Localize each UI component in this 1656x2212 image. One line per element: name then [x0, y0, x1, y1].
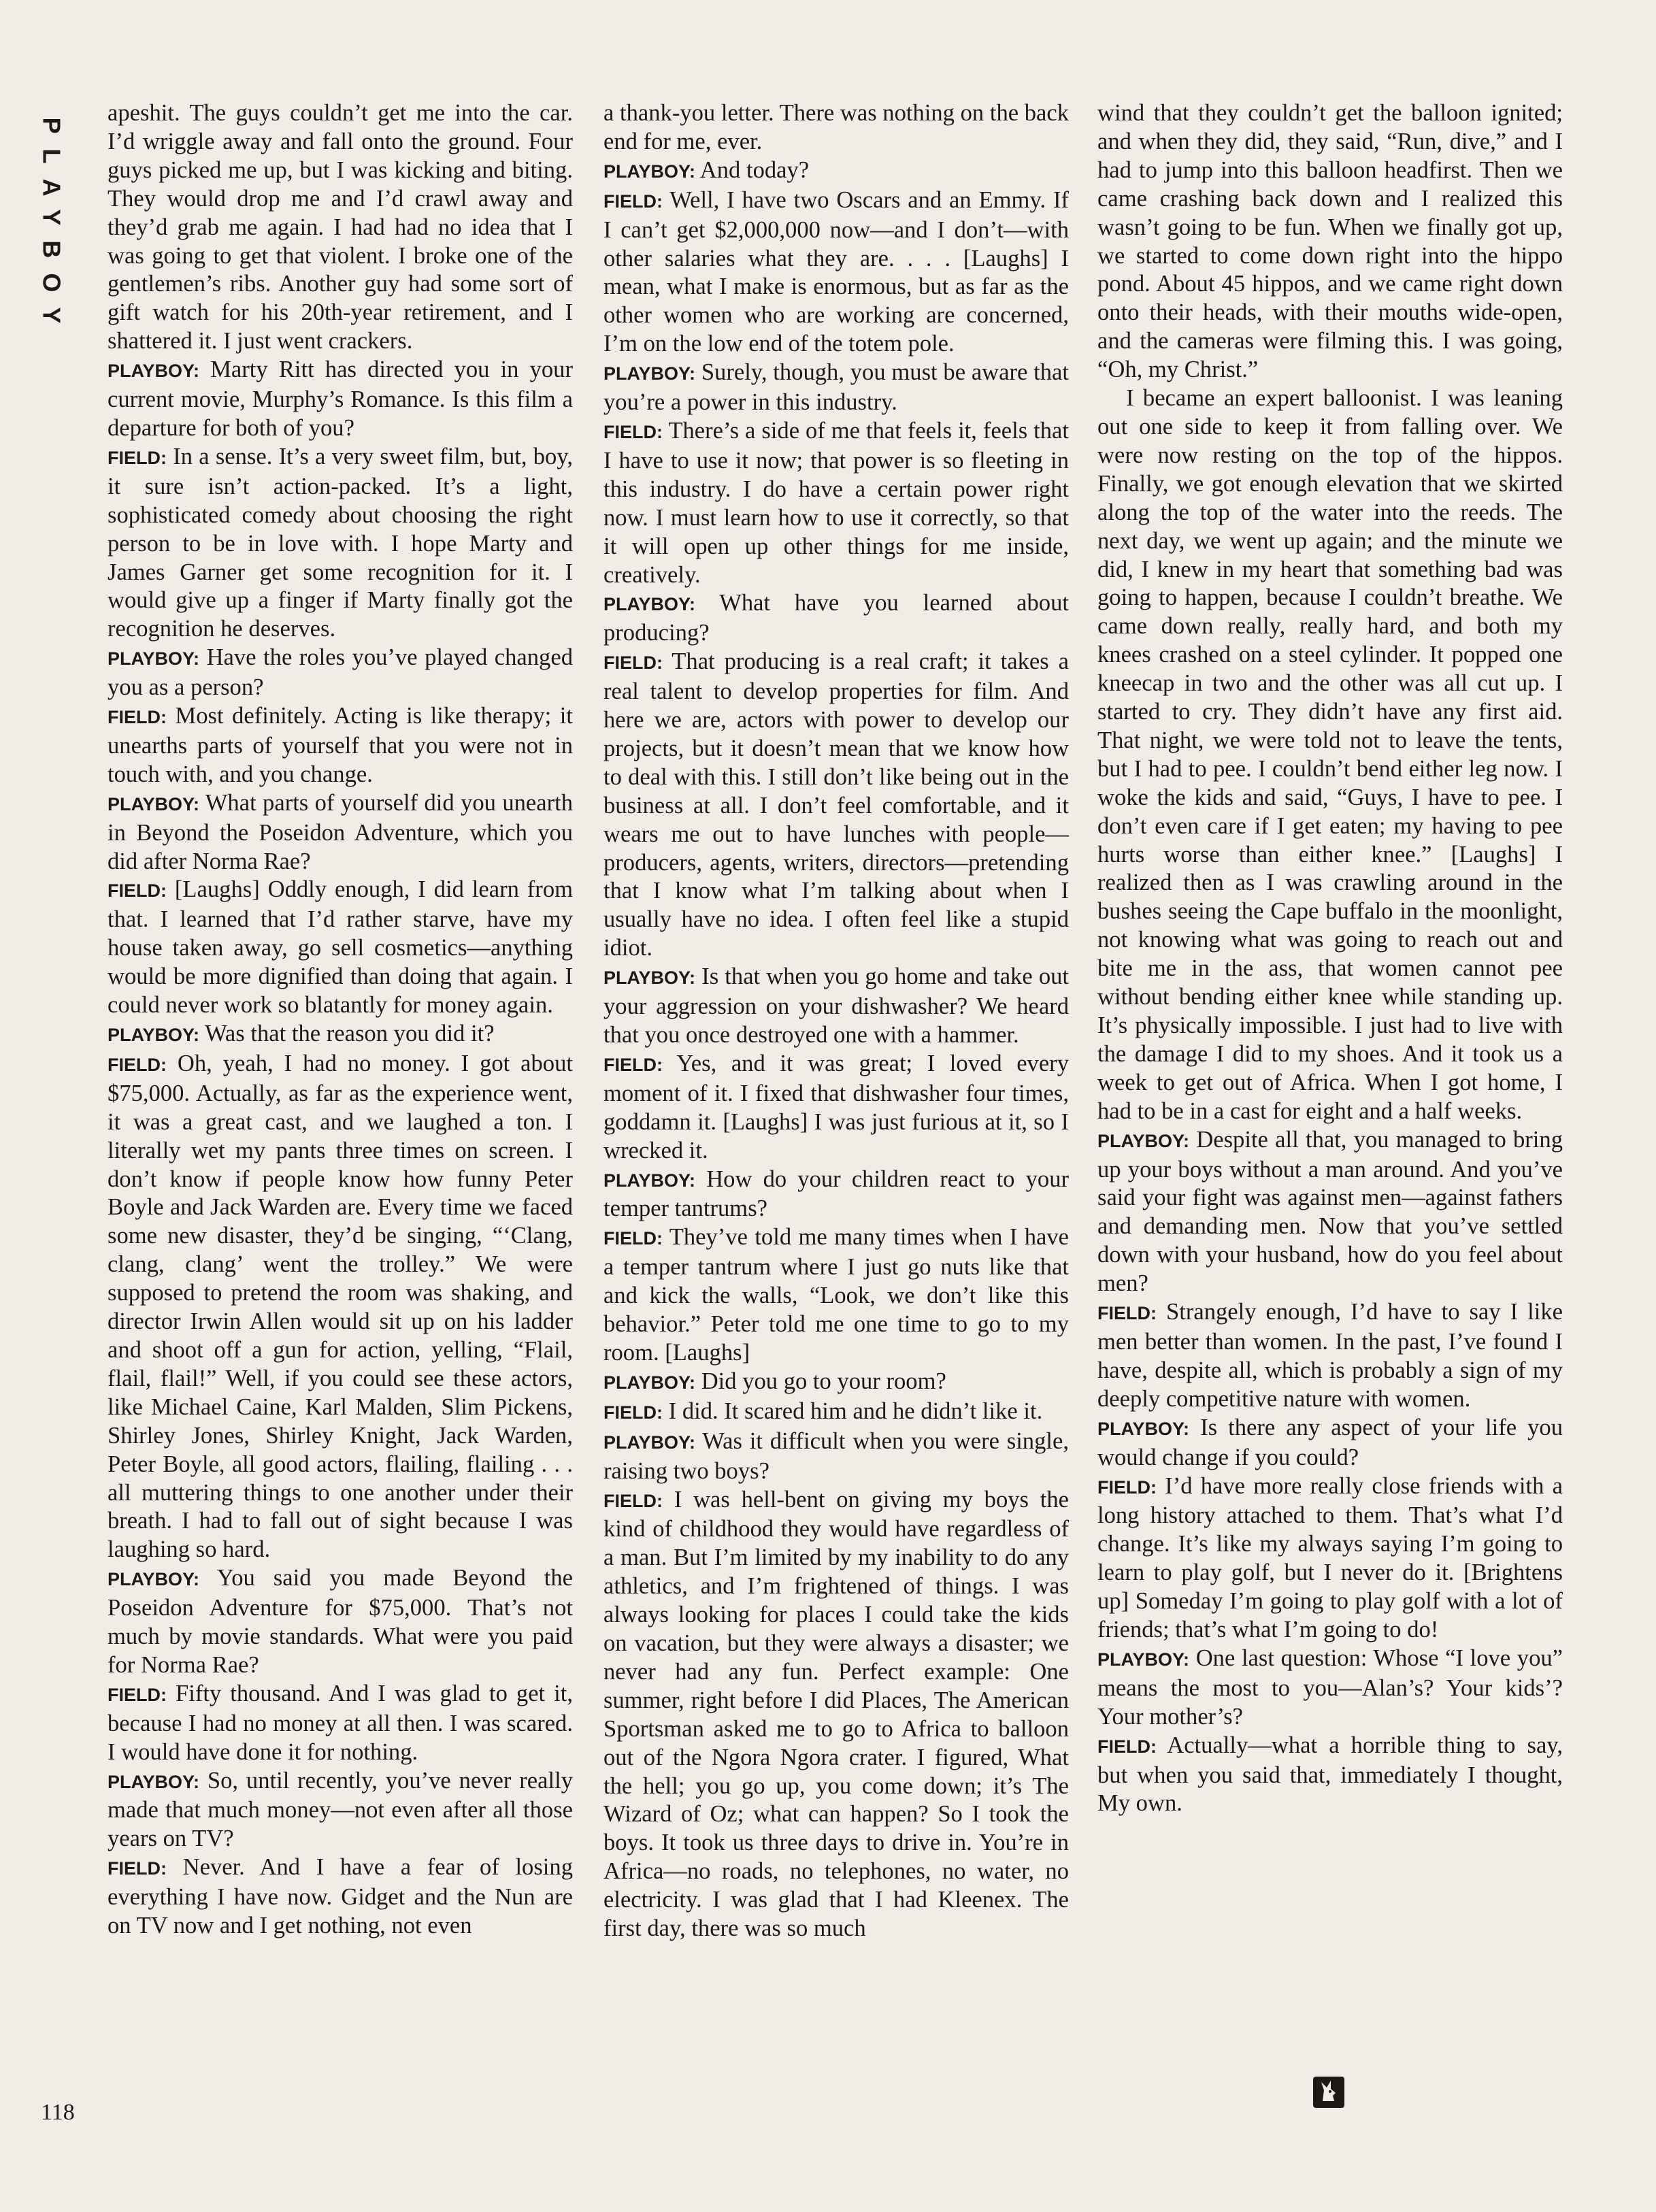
paragraph	[1097, 1472, 1563, 1645]
paragraph-text: I was hell-bent on giving my boys the kind of childhood they would have regardless of a man. But I’m limited by my inability to do any athletics, and I’m frightened of things. I was always looking for places I could take the kids on vacation, but they were always a disaster; we never had any fun. Perfect example: One summer, right before I did Places, The American Sportsman asked me to go to Africa to balloon out of the Ngora Ngora crater. I figured, What the hell; you go up, you come down; it’s The Wizard of Oz; what can happen? So I took the boys. It took us three days to drive in. You’re in Africa—no roads, no telephones, no water, no electricity. I was glad that I had Kleenex. The first day, there was so much	[603, 1486, 1069, 1942]
paragraph	[1097, 1732, 1563, 1819]
speaker-label: FIELD:	[107, 447, 167, 468]
paragraph-text: Never. And I have a fear of losing everything I have now. Gidget and the Nun are on TV now and I get nothing, not even	[107, 1854, 573, 1939]
paragraph-text: You said you made Beyond the Poseidon Adventure for $75,000. That’s not much by movie standards. What were you paid for Norma Rae?	[107, 1565, 573, 1678]
speaker-label: FIELD:	[107, 1054, 167, 1075]
paragraph-text: wind that they couldn’t get the balloon ignited; and when they did, they said, “Run, dive,” and I had to jump into this balloon headfirst. Then we came crashing back down and I realized this wasn’t going to be fun. When we finally got up, we started to come down right into the hippo pond. About 45 hippos, and we came right down onto their heads, with their mouths wide-open, and the cameras were filming this. I was going, “Oh, my Christ.”	[1097, 100, 1563, 383]
speaker-label: FIELD:	[603, 421, 663, 442]
paragraph	[1097, 1414, 1563, 1472]
speaker-label: PLAYBOY:	[603, 161, 696, 182]
paragraph-text: Surely, though, you must be aware that you’re a power in this industry.	[603, 359, 1069, 416]
text-column-3	[1097, 99, 1563, 1818]
paragraph-text: Oh, yeah, I had no money. I got about $75,000. Actually, as far as the experience went, it was a great cast, and we laughed a ton. I literally wet my pants three times on screen. I don’t know if people know how funny Peter Boyle and Jack Warden are. Every time we faced some new disaster, they’d be singing, “‘Clang, clang, clang’ went the trolley.” We were supposed to pretend the room was shaking, and director Irwin Allen would sit up on his ladder and shoot off a gun for action, yelling, “Flail, flail, flail!” Well, if you could see these actors, like Michael Caine, Karl Malden, Slim Pickens, Shirley Jones, Shirley Knight, Jack Warden, Peter Boyle, all good actors, flailing, flailing . . . all muttering things to one another under their breath. I had to fall out of sight because I was laughing so hard.	[107, 1050, 573, 1563]
paragraph-text: Despite all that, you managed to bring up your boys without a man around. And you’ve said your fight was against men—against fathers and demanding men. Now that you’ve settled down with your husband, how do you feel about men?	[1097, 1126, 1563, 1297]
paragraph-text: I did. It scared him and he didn’t like it.	[668, 1398, 1043, 1424]
text-column-2	[603, 99, 1069, 1943]
paragraph	[1097, 1298, 1563, 1414]
paragraph-text: a thank-you letter. There was nothing on the back end for me, ever.	[603, 100, 1069, 154]
paragraph-text: Strangely enough, I’d have to say I like men better than women. In the past, I’ve found I have, despite all, which is probably a sign of my deeply competitive nature with women.	[1097, 1299, 1563, 1412]
speaker-label: PLAYBOY:	[603, 594, 696, 615]
paragraph	[603, 1368, 1069, 1398]
paragraph	[603, 417, 1069, 589]
paragraph-text: I became an expert balloonist. I was leaning out one side to keep it from falling over. We were now resting on the top of the hippos. Finally, we got enough elevation that we skirted along the top of the water into the reeds. The next day, we went up again; and the minute we did, I knew in my heart that something bad was going to happen, because I couldn’t breathe. We came down really, really hard, and both my knees crashed on a steel cylinder. It popped one kneecap in two and the other was all cut up. I started to cry. They didn’t have any first aid. That night, we were told not to leave the tents, but I had to pee. I couldn’t bend either leg now. I woke the kids and said, “Guys, I have to pee. I don’t even care if I get eaten; my having to pee hurts worse than either knee.” [Laughs] I realized then as I was crawling around in the bushes seeing the Cape buffalo in the moonlight, not knowing what was going to reach out and bite me in the ass, that women cannot pee without bending either knee while standing up. It’s physically impossible. I just had to live with the damage I did to my shoes. And it took us a week to get out of Africa. When I got home, I had to be in a cast for eight and a half weeks.	[1097, 385, 1563, 1124]
paragraph	[107, 443, 573, 644]
paragraph	[107, 1050, 573, 1564]
speaker-label: FIELD:	[1097, 1736, 1157, 1757]
speaker-label: FIELD:	[603, 191, 663, 212]
paragraph	[603, 963, 1069, 1050]
page-number: 118	[41, 2100, 75, 2125]
paragraph-text: Actually—what a horrible thing to say, but when you said that, immediately I thought, My own.	[1097, 1732, 1563, 1817]
speaker-label: FIELD:	[603, 653, 663, 674]
paragraph	[107, 876, 573, 1020]
paragraph	[107, 789, 573, 876]
paragraph	[107, 356, 573, 443]
paragraph-text: Is that when you go home and take out your aggression on your dishwasher? We heard that you once destroyed one with a hammer.	[603, 963, 1070, 1048]
speaker-label: PLAYBOY:	[107, 1025, 200, 1045]
paragraph	[603, 589, 1069, 648]
speaker-label: PLAYBOY:	[107, 361, 200, 382]
paragraph-text: How do your children react to your temper tantrums?	[603, 1166, 1069, 1222]
paragraph-text: Well, I have two Oscars and an Emmy. If I can’t get $2,000,000 now—and I don’t—with other salaries what they are. . . . [Laughs] I mean, what I make is enormous, but as far as the other women who are working are concerned, I’m on the low end of the totem pole.	[603, 186, 1070, 357]
speaker-label: PLAYBOY:	[603, 1432, 696, 1453]
paragraph	[107, 1020, 573, 1050]
speaker-label: PLAYBOY:	[107, 1569, 200, 1590]
paragraph	[1097, 1645, 1563, 1732]
paragraph	[1097, 384, 1563, 1126]
paragraph	[603, 648, 1069, 963]
paragraph-text: Was it difficult when you were single, raising two boys?	[603, 1427, 1069, 1484]
paragraph-text: Was that the reason you did it?	[205, 1021, 495, 1046]
speaker-label: FIELD:	[603, 1402, 663, 1423]
paragraph-text: apeshit. The guys couldn’t get me into the car. I’d wriggle away and fall onto the ground. Four guys picked me up, but I was kicking and biting. They would drop me and I’d crawl away and they’d grab me again. I had had no idea that I was going to get that violent. I broke one of the gentlemen’s ribs. Another guy had some sort of gift watch for his 20th-year retirement, and I shattered it. I just went crackers.	[107, 100, 573, 354]
paragraph-text: I’d have more really close friends with a long history attached to them. That’s what I’d change. It’s like my always saying I’m going to learn to play golf, but I never do it. [Brightens up] Someday I’m going to play golf with a lot of friends; that’s what I’m going to do!	[1097, 1472, 1563, 1643]
magazine-name: PLAYBOY	[37, 117, 65, 339]
paragraph-text: Most definitely. Acting is like therapy; it unearths parts of yourself that you were not in touch with, and you change.	[107, 703, 573, 787]
paragraph	[107, 1564, 573, 1680]
paragraph	[107, 644, 573, 702]
paragraph	[603, 99, 1069, 156]
paragraph	[107, 1680, 573, 1767]
paragraph-text: Fifty thousand. And I was glad to get it, because I had no money at all then. I was scared. I would have done it for nothing.	[107, 1680, 573, 1765]
speaker-label: PLAYBOY:	[603, 363, 696, 384]
speaker-label: PLAYBOY:	[107, 1771, 200, 1792]
text-column-1	[107, 99, 573, 1941]
paragraph	[603, 1050, 1069, 1166]
paragraph-text: So, until recently, you’ve never really made that much money—not even after all those years on TV?	[107, 1767, 573, 1852]
paragraph	[603, 186, 1069, 359]
speaker-label: PLAYBOY:	[107, 648, 200, 670]
speaker-label: FIELD:	[107, 880, 167, 902]
paragraph-text: One last question: Whose “I love you” means the most to you—Alan’s? Your kids’? Your mother’s?	[1097, 1645, 1563, 1730]
paragraph	[107, 99, 573, 356]
paragraph-text: [Laughs] Oddly enough, I did learn from that. I learned that I’d rather starve, have my house taken away, go sell cosmetics—anything would be more dignified than doing that again. I could never work so blatantly for money again.	[107, 876, 573, 1019]
speaker-label: PLAYBOY:	[603, 968, 696, 989]
rabbit-head-icon	[1313, 2077, 1344, 2108]
paragraph	[107, 702, 573, 789]
paragraph	[107, 1767, 573, 1854]
speaker-label: FIELD:	[107, 1684, 167, 1705]
speaker-label: PLAYBOY:	[1097, 1649, 1190, 1670]
paragraph	[603, 1166, 1069, 1224]
speaker-label: PLAYBOY:	[603, 1170, 696, 1191]
paragraph	[107, 1853, 573, 1941]
speaker-label: PLAYBOY:	[603, 1372, 696, 1393]
paragraph-text: What parts of yourself did you unearth in Beyond the Poseidon Adventure, which you did after Norma Rae?	[107, 789, 573, 874]
paragraph-text: What have you learned about producing?	[603, 590, 1069, 646]
speaker-label: FIELD:	[603, 1054, 663, 1075]
paragraph-text: They’ve told me many times when I have a temper tantrum where I just go nuts like that and kick the walls, “Look, we don’t like this behavior.” Peter told me one time to go to my room. [Laughs]	[603, 1224, 1069, 1366]
paragraph	[603, 359, 1069, 417]
paragraph-text: And today?	[699, 156, 810, 183]
paragraph-text: Is there any aspect of your life you would change if you could?	[1097, 1414, 1563, 1470]
paragraph-text: There’s a side of me that feels it, feels that I have to use it now; that power is so fleeting in this industry. I do have a certain power right now. I must learn how to use it correctly, so that it will open up other things for me inside, creatively.	[603, 417, 1069, 588]
speaker-label: PLAYBOY:	[1097, 1418, 1190, 1439]
paragraph	[603, 1223, 1069, 1368]
speaker-label: FIELD:	[603, 1228, 663, 1249]
paragraph	[1097, 1126, 1563, 1298]
paragraph	[1097, 99, 1563, 384]
speaker-label: FIELD:	[603, 1490, 663, 1511]
paragraph-text: Yes, and it was great; I loved every moment of it. I fixed that dishwasher four times, goddamn it. [Laughs] I was just furious at it, so I wrecked it.	[603, 1050, 1069, 1163]
paragraph-text: In a sense. It’s a very sweet film, but, boy, it sure isn’t action-packed. It’s a light, sophisticated comedy about choosing the right person to be in love with. I hope Marty and James Garner get some recognition for it. I would give up a finger if Marty finally got the recognition he deserves.	[107, 443, 573, 642]
speaker-label: PLAYBOY:	[107, 793, 200, 814]
magazine-sidebar-title	[34, 102, 68, 354]
paragraph	[603, 1486, 1069, 1944]
speaker-label: FIELD:	[107, 707, 167, 728]
paragraph	[603, 1427, 1069, 1486]
speaker-label: FIELD:	[107, 1858, 167, 1879]
speaker-label: FIELD:	[1097, 1303, 1157, 1324]
paragraph	[603, 156, 1069, 186]
paragraph-text: That producing is a real craft; it takes a real talent to develop properties for film. And here we are, actors with power to develop our projects, but it doesn’t mean that we know how to deal with this. I still don’t like being out in the business at all. I don’t feel comfortable, and it wears me out to have lunches with people—producers, agents, writers, directors—pretending that I know what I’m talking about when I usually have no idea. I often feel like a stupid idiot.	[603, 648, 1069, 961]
speaker-label: PLAYBOY:	[1097, 1130, 1190, 1151]
paragraph-text: Marty Ritt has directed you in your current movie, Murphy’s Romance. Is this film a departure for both of you?	[107, 357, 573, 441]
paragraph-text: Have the roles you’ve played changed you as a person?	[107, 644, 573, 701]
speaker-label: FIELD:	[1097, 1476, 1157, 1498]
paragraph	[603, 1398, 1069, 1427]
paragraph-text: Did you go to your room?	[701, 1368, 946, 1394]
